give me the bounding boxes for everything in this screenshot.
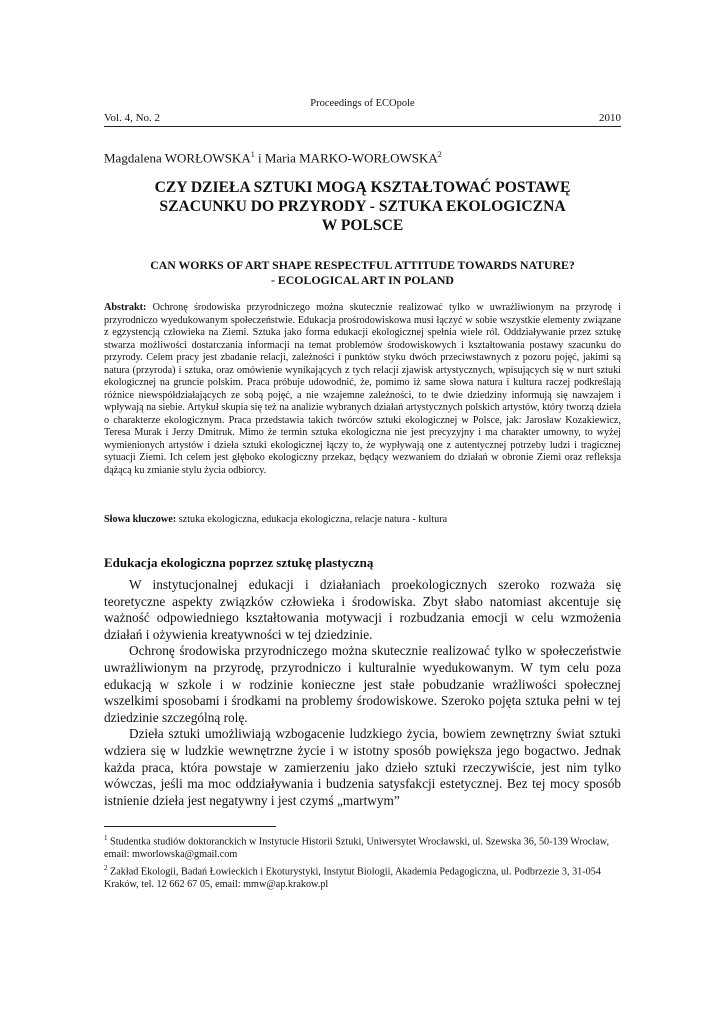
title-english-line-2: - ECOLOGICAL ART IN POLAND [271, 273, 454, 287]
footnote-2-mark: 2 [104, 863, 108, 872]
author-1: Magdalena WORŁOWSKA [104, 150, 251, 166]
body-text [104, 577, 621, 809]
title-english-line-1: CAN WORKS OF ART SHAPE RESPECTFUL ATTITUDE TOWARDS NATURE? [150, 258, 575, 272]
volume-row [104, 112, 621, 124]
footnote-2-text: Zakład Ekologii, Badań Łowieckich i Ekoturystyki, Instytut Biologii, Akademia Pedagogiczna, ul. Podbrzezie 3, 31-054 Kraków, tel. 12 662 67 05, email: mmw@ap.krakow.pl [104, 865, 601, 890]
footnote-1-text: Studentka studiów doktoranckich w Instytucie Historii Sztuki, Uniwersytet Wrocławski, ul. Szewska 36, 50-139 Wrocław, email: mworlowska@gmail.com [104, 836, 609, 860]
header-divider [104, 126, 621, 127]
keywords-text: sztuka ekologiczna, edukacja ekologiczna, relacje natura - kultura [176, 514, 448, 525]
volume-number: Vol. 4, No. 2 [104, 112, 161, 124]
author-2-footnote-mark: 2 [437, 150, 442, 159]
footnote-1-mark: 1 [104, 834, 108, 842]
abstract-label: Abstrakt: [104, 302, 147, 313]
author-2: Maria MARKO-WORŁOWSKA [264, 150, 438, 166]
journal-name: Proceedings of ECOpole [310, 98, 415, 109]
title-polish [104, 178, 621, 235]
keywords-label: Słowa kluczowe: [104, 514, 177, 525]
title-polish-line-3: W POLSCE [321, 217, 404, 234]
section-heading: Edukacja ekologiczna poprzez sztukę plastyczną [104, 555, 374, 570]
paragraph-1: W instytucjonalnej edukacji i działaniach proekologicznych szeroko rozważa się teoretyczne aspekty związków człowieka i środowiska. Zbyt słabo natomiast akcentuje się ważność odpowiedniego kształtowania motywacji i rozbudzania emocji w celu wzmożenia działań i ożywienia kreatywności w tej dziedzinie. [104, 577, 621, 642]
abstract [104, 302, 621, 477]
footnote-divider [104, 826, 276, 827]
paragraph-3: Dzieła sztuki umożliwiają wzbogacenie ludzkiego życia, bowiem zewnętrzny świat sztuki wdziera się w ludzkie wewnętrzne życie i w istotny sposób powiększa jego bogactwo. Jednak każda praca, która powstaje w zamierzeniu jako dzieło sztuki rzeczywiście, jest nim tylko wówczas, jeśli ma moc oddziaływania i budzenia satysfakcji estetycznej. Bez tej mocy sposób istnienie dzieła jest negatywny i jest czymś „martwym” [104, 726, 621, 808]
title-polish-line-1: CZY DZIEŁA SZTUKI MOGĄ KSZTAŁTOWAĆ POSTAWĘ [154, 179, 571, 196]
author-conjunction: i [254, 150, 265, 166]
footnotes [104, 832, 621, 891]
title-polish-line-2: SZACUNKU DO PRZYRODY - SZTUKA EKOLOGICZNA [159, 198, 566, 215]
title-english [104, 258, 621, 288]
footnote-1 [104, 832, 621, 862]
publication-year: 2010 [599, 112, 621, 124]
author-line [104, 150, 621, 166]
paragraph-2: Ochronę środowiska przyrodniczego można skutecznie realizować tylko w społeczeństwie uwrażliwionym na przyrodę, przyrodniczo i kulturalnie wyedukowanym. W tym celu poza edukacją w szkole i w rodzinie konieczne jest stałe pobudzanie wrażliwości społecznej wszelkimi sposobami i środkami na problemy środowiskowe. Szeroko pojęta sztuka pełni w tej dziedzinie szczególną rolę. [104, 643, 621, 725]
keywords [104, 514, 621, 527]
footnote-2 [104, 862, 621, 892]
abstract-text: Ochronę środowiska przyrodniczego można skutecznie realizować tylko w uwrażliwionym na przyrodę i przyrodniczo wyedukowanym społeczeństwie. Edukacja prośrodowiskowa musi łączyć w sobie wszystkie elementy związane z egzystencją człowieka na Ziemi. Sztuka jako forma edukacji ekologicznej spełnia wiele ról. Oddziaływanie przez sztukę stwarza możliwości dostarczania informacji na temat problemów środowiskowych i kształtowania postawy szacunku do przyrody. Celem pracy jest zbadanie relacji, zależności i punktów styku dwóch przeciwstawnych z pozoru pojęć, jakimi są natura (przyroda) i sztuka, oraz omówienie wynikających z tych relacji zjawisk artystycznych, wpisujących się w nurt sztuki ekologicznej na gruncie polskim. Praca próbuje udowodnić, że, pomimo iż same słowa natura i kultura raczej podkreślają różnice niewspółdziałających ze sobą pojęć, a nie wzajemne zależności, to te dwie dziedziny informują się nawzajem i wpływają na siebie. Artykuł skupia się też na analizie wybranych działań artystycznych polskich artystów, który tworzą dzieła o charakterze ekologicznym. Praca przedstawia takich twórców sztuki ekologicznej w Polsce, jak: Jarosław Kozakiewicz, Teresa Murak i Jerzy Dmitruk. Mimo że termin sztuka ekologiczna nie jest precyzyjny i ma charakter umowny, to wyżej wymienionych artystów i dzieła sztuki ekologicznej łączy to, że wypływają one z autentycznej potrzeby ludzi i tragicznej sytuacji Ziemi. Ich celem jest głęboko ekologiczny przekaz, będący wezwaniem do działań w obronie Ziemi oraz refleksja dążącą ku zmianie stylu życia odbiorcy. [104, 302, 621, 476]
author-1-footnote-mark: 1 [250, 150, 255, 159]
